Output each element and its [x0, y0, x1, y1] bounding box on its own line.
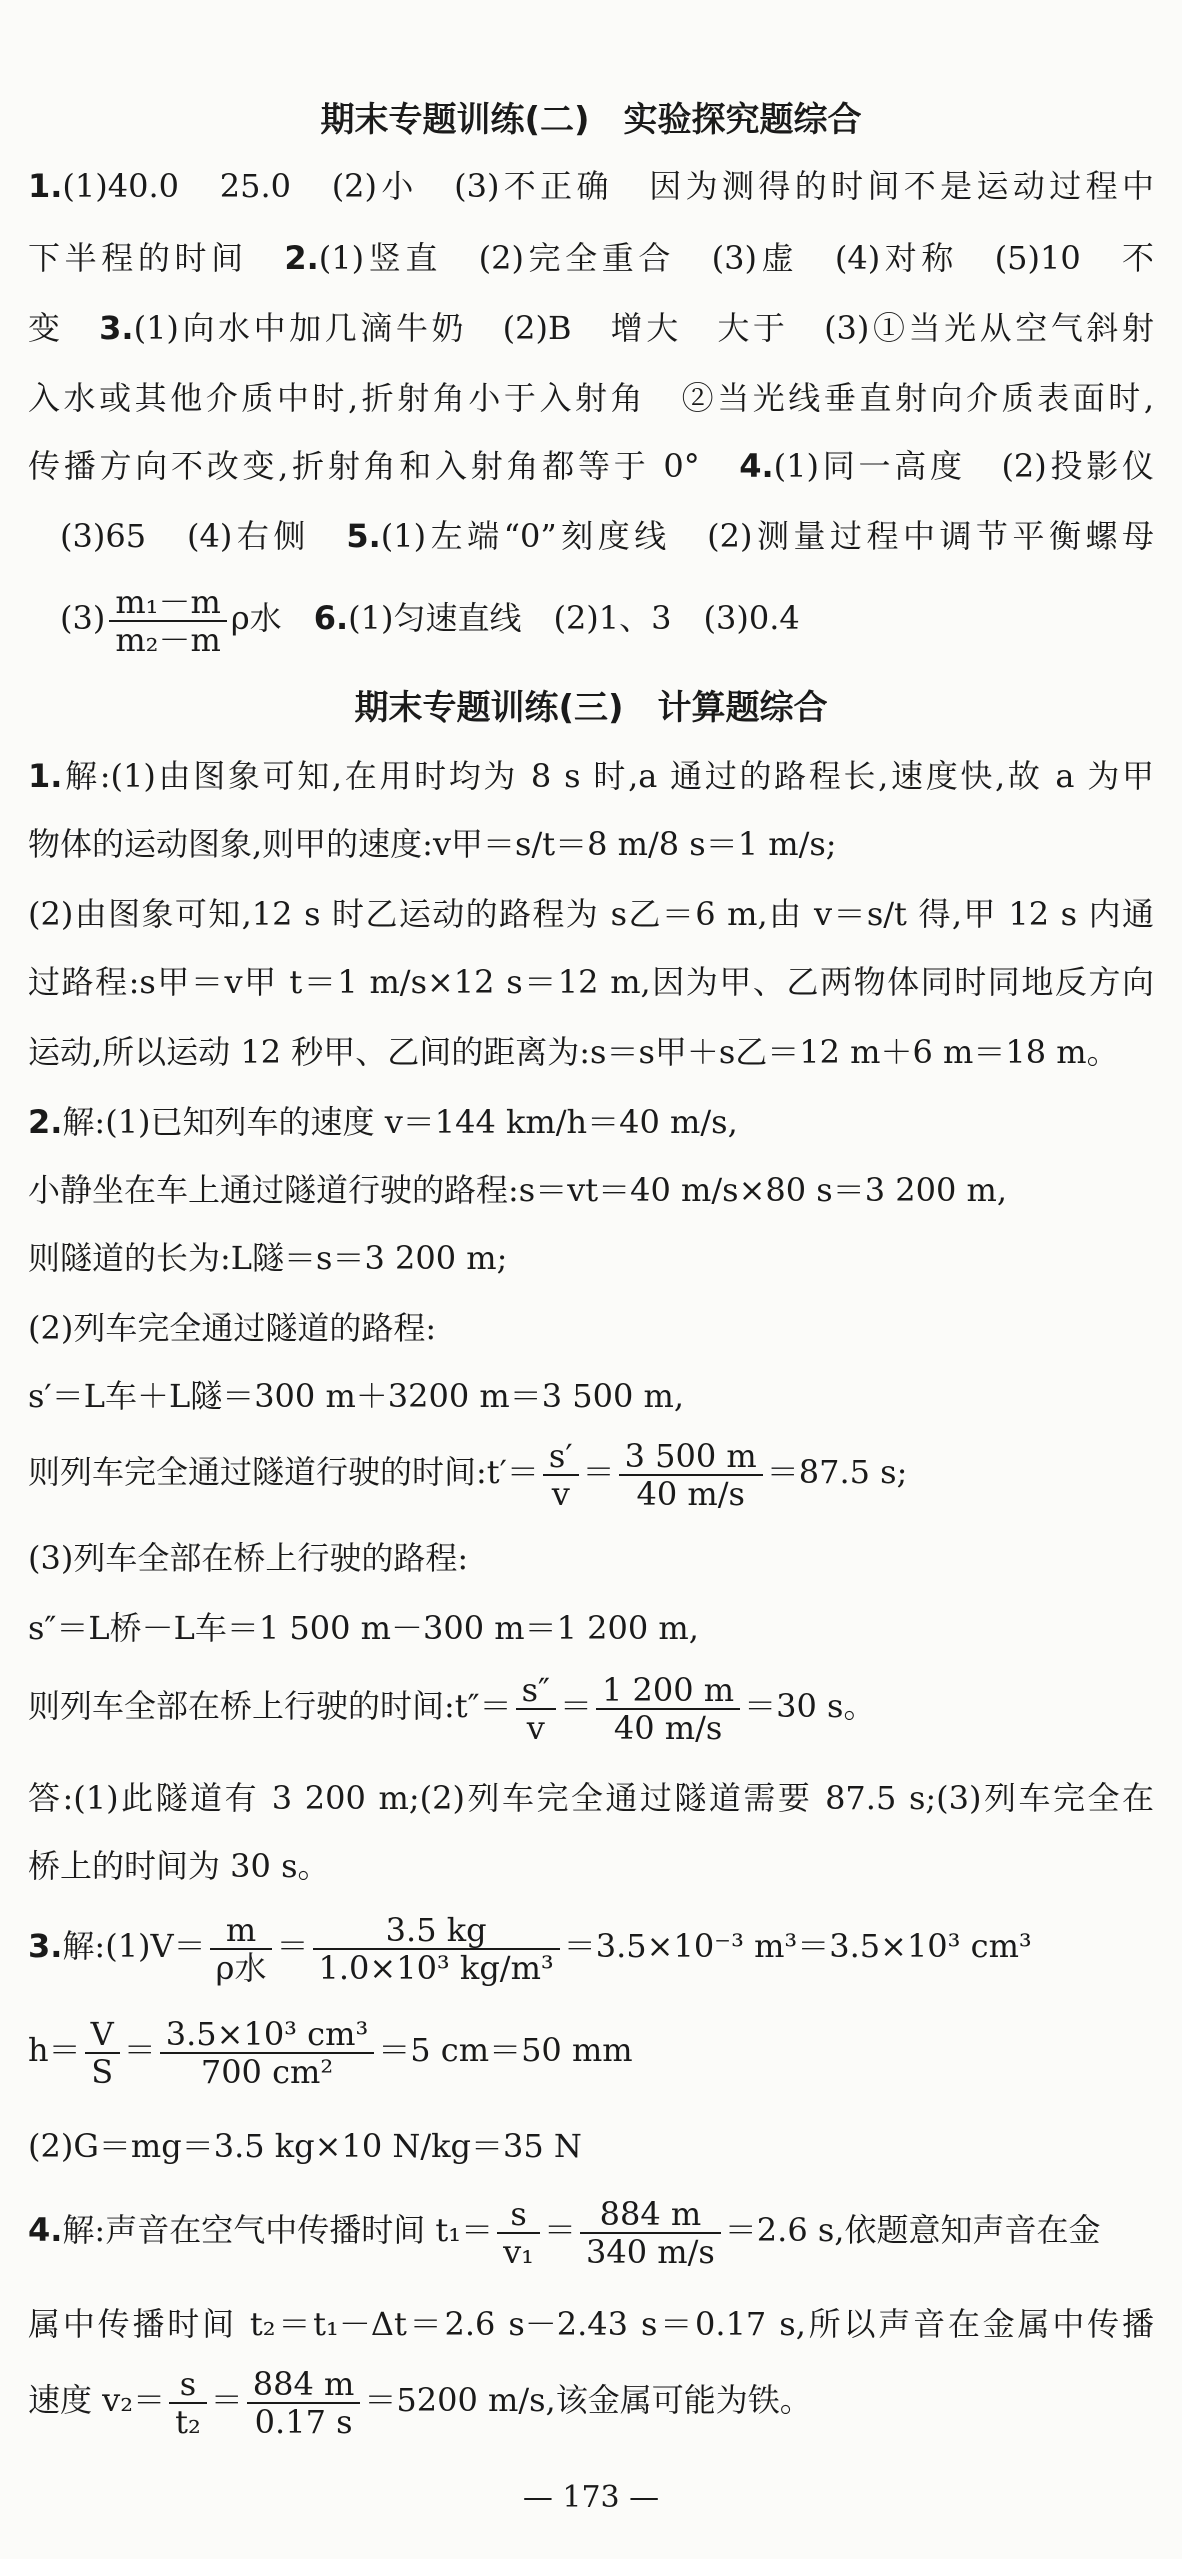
text-line: 1.解:(1)由图象可知,在用时均为 8 s 时,a 通过的路程长,速度快,故 a 为甲: [28, 757, 1154, 795]
text-line: s″＝L桥－L车＝1 500 m－300 m＝1 200 m,: [28, 1609, 699, 1647]
formula-line: (3) $\frac{\text{m₁－m}}{\text{m₂－m}}$ ρ水 6.(1)匀速直线 (2)1、3 (3)0.4: [60, 582, 800, 659]
text-line: 1.(1)40.0 25.0 (2)小 (3)不正确 因为测得的时间不是运动过程中: [28, 167, 1154, 205]
page-number: — 173 —: [522, 2480, 660, 2515]
text-line: (2)G＝mg＝3.5 kg×10 N/kg＝35 N: [28, 2127, 582, 2165]
text-line: 小静坐在车上通过隧道行驶的路程:s＝vt＝40 m/s×80 s＝3 200 m,: [28, 1171, 1008, 1209]
formula-line: 速度 v₂＝ $\frac{s}{\text{t₂}}$ ＝ $\frac{884 m}{0.17 s}$ ＝5200 m/s,该金属可能为铁。: [28, 2364, 812, 2441]
formula-line: 4.解:声音在空气中传播时间 t₁＝ $\frac{s}{\text{v₁}}$ ＝ $\frac{884 m}{340 m/s}$ ＝2.6 s,依题意知声音在金: [28, 2194, 1101, 2271]
text-line: (3)65 (4)右侧 5.(1)左端“0”刻度线 (2)测量过程中调节平衡螺母: [60, 517, 1154, 555]
formula-line: 3.解:(1)V＝ $\frac{m}{\text{ρ水}}$ ＝ $\frac{3.5 kg}{\text{1.0×10³ kg/m³}}$ ＝3.5×10⁻³ m³＝3.5×10³ cm³: [28, 1910, 1032, 1987]
text-line: (3)列车全部在桥上行驶的路程:: [28, 1539, 469, 1577]
section-title: 期末专题训练(二) 实验探究题综合: [320, 100, 862, 140]
text-line: 2.解:(1)已知列车的速度 v＝144 km/h＝40 m/s,: [28, 1103, 738, 1141]
text-line: 属中传播时间 t₂＝t₁－Δt＝2.6 s－2.43 s＝0.17 s,所以声音在金属中传播: [28, 2305, 1154, 2343]
text-line: 物体的运动图象,则甲的速度:v甲＝s/t＝8 m/8 s＝1 m/s;: [28, 825, 837, 863]
text-line: (2)由图象可知,12 s 时乙运动的路程为 s乙＝6 m,由 v＝s/t 得,甲 12 s 内通: [28, 895, 1154, 933]
fraction: $\frac{\text{m₁－m}}{\text{m₂－m}}$: [109, 584, 227, 658]
formula-line: h＝ $\frac{V}{S}$ ＝ $\frac{\text{3.5×10³ cm³}}{\text{700 cm²}}$ ＝5 cm＝50 mm: [28, 2014, 633, 2091]
text-line: 运动,所以运动 12 秒甲、乙间的距离为:s＝s甲＋s乙＝12 m＋6 m＝18 m。: [28, 1033, 1119, 1071]
text-line: 下半程的时间 2.(1)竖直 (2)完全重合 (3)虚 (4)对称 (5)10 不: [28, 239, 1154, 277]
section-title: 期末专题训练(三) 计算题综合: [354, 688, 828, 728]
text-line: 则隧道的长为:L隧＝s＝3 200 m;: [28, 1239, 508, 1277]
text-line: 桥上的时间为 30 s。: [28, 1847, 330, 1885]
formula-line: 则列车全部在桥上行驶的时间:t″＝ $\frac{s''}{v}$ ＝ $\frac{1 200 m}{40 m/s}$ ＝30 s。: [28, 1670, 876, 1747]
text-line: 入水或其他介质中时,折射角小于入射角 ②当光线垂直射向介质表面时,: [28, 379, 1154, 417]
text-line: s′＝L车＋L隧＝300 m＋3200 m＝3 500 m,: [28, 1377, 685, 1415]
formula-line: 则列车完全通过隧道行驶的时间:t′＝ $\frac{s'}{v}$ ＝ $\frac{3 500 m}{40 m/s}$ ＝87.5 s;: [28, 1436, 908, 1513]
text-line: 变 3.(1)向水中加几滴牛奶 (2)B 增大 大于 (3)①当光从空气斜射: [28, 309, 1154, 347]
text-line: 过路程:s甲＝v甲 t＝1 m/s×12 s＝12 m,因为甲、乙两物体同时同地反方向: [28, 963, 1154, 1001]
text-line: (2)列车完全通过隧道的路程:: [28, 1309, 437, 1347]
text-line: 传播方向不改变,折射角和入射角都等于 0° 4.(1)同一高度 (2)投影仪: [28, 447, 1154, 485]
text-line: 答:(1)此隧道有 3 200 m;(2)列车完全通过隧道需要 87.5 s;(3)列车完全在: [28, 1779, 1154, 1817]
